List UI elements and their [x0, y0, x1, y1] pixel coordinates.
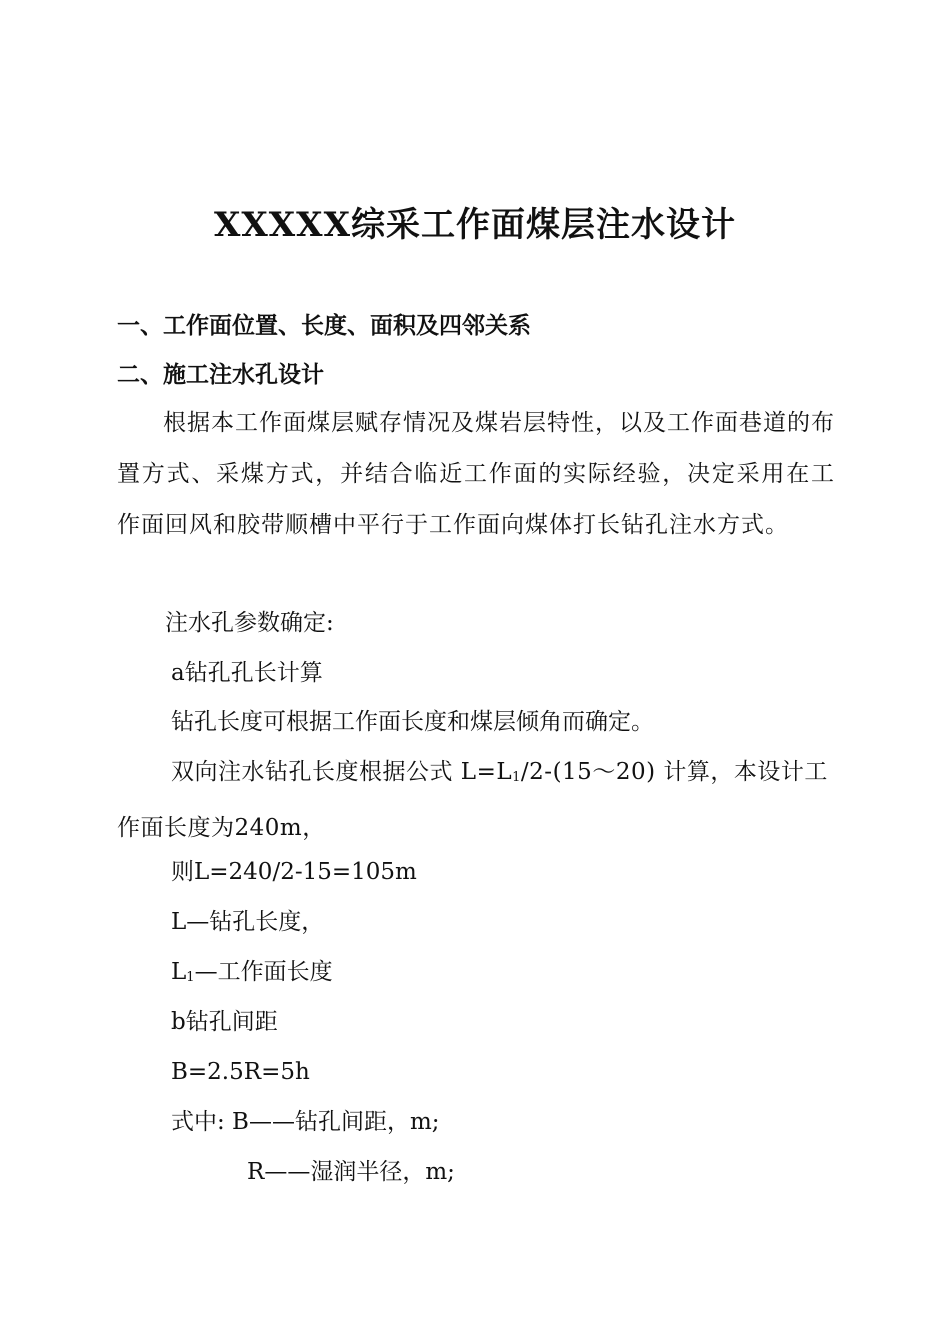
- definition-L1-subscript: 1: [186, 970, 195, 985]
- section-heading-1: 一、工作面位置、长度、面积及四邻关系: [117, 312, 531, 339]
- intro-paragraph: 根据本工作面煤层赋存情况及煤岩层特性，以及工作面巷道的布置方式、采煤方式，并结合临近工作面的实际经验，决定采用在工作面回风和胶带顺槽中平行于工作面向煤体打长钻孔注水方式。: [117, 410, 835, 538]
- calc-line: 则L=240/2-15=105m: [171, 859, 417, 885]
- item-a-text: 钻孔长度可根据工作面长度和煤层倾角而确定。: [171, 709, 654, 735]
- item-b-heading: b钻孔间距: [171, 1009, 278, 1035]
- document-title: XXXXX综采工作面煤层注水设计: [214, 205, 736, 245]
- definition-L1: [171, 955, 333, 995]
- definition-L1-suffix: —工作面长度: [194, 959, 333, 985]
- formula-b: B=2.5R=5h: [171, 1059, 310, 1085]
- formula-prefix: 双向注水钻孔长度根据公式 L=L: [171, 759, 513, 785]
- definition-L: L—钻孔长度，: [171, 909, 325, 935]
- definition-L1-prefix: L: [171, 959, 187, 985]
- params-heading: 注水孔参数确定:: [165, 610, 334, 636]
- where-B: 式中: B——钻孔间距，m;: [171, 1109, 440, 1135]
- where-R: R——湿润半径，m;: [247, 1159, 455, 1185]
- item-a-heading: a钻孔孔长计算: [171, 660, 323, 686]
- formula-subscript: 1: [512, 770, 521, 785]
- section-heading-2: 二、施工注水孔设计: [117, 361, 324, 388]
- formula-paragraph: [117, 747, 835, 853]
- formula-suffix: /2-(15～20) 计算，本设计工作面长度为240m，: [117, 759, 828, 841]
